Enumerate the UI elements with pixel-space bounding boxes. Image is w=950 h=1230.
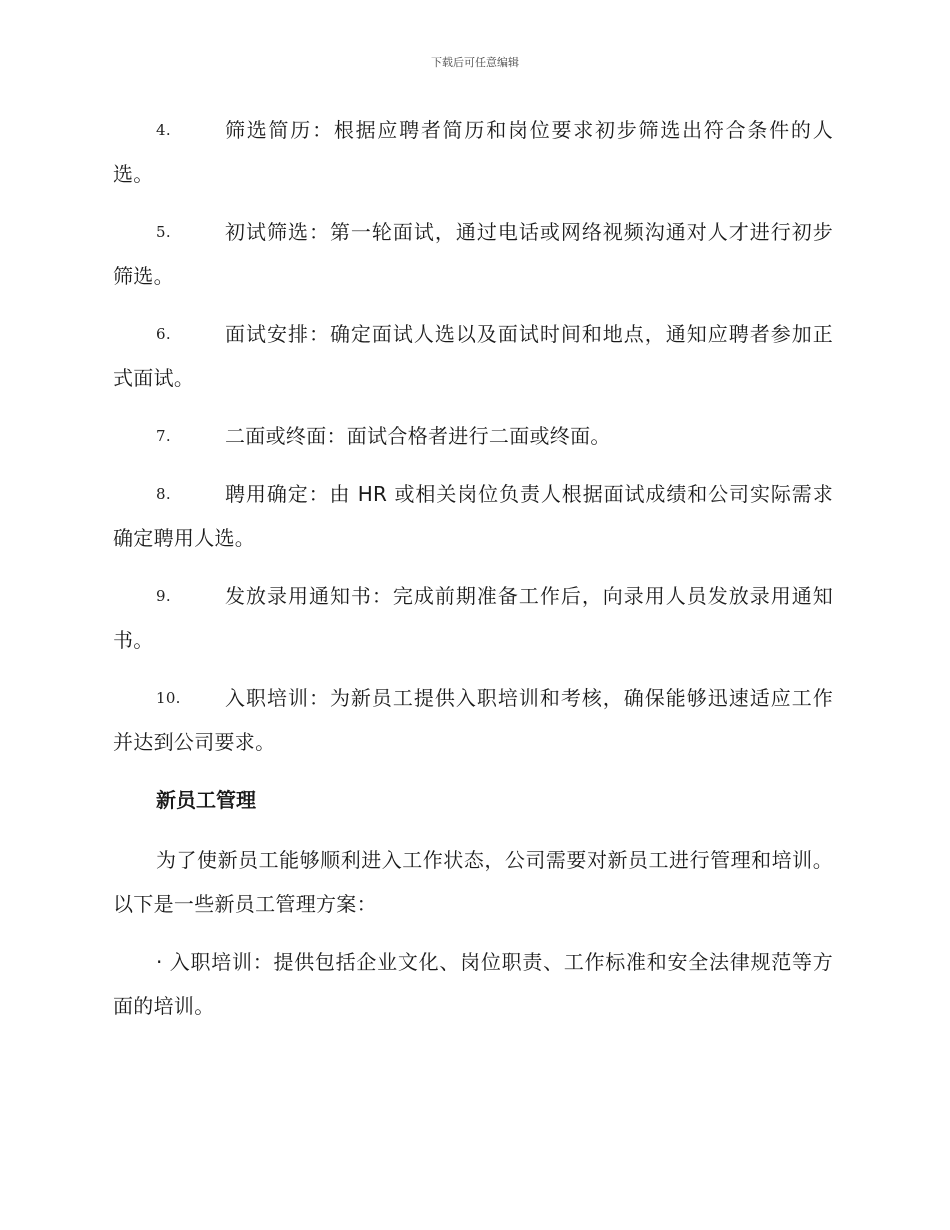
list-item-number: 10. xyxy=(156,689,181,707)
list-item xyxy=(113,414,833,458)
list-item-text: 面试安排：确定面试人选以及面试时间和地点，通知应聘者参加正式面试。 xyxy=(113,322,833,390)
list-item xyxy=(113,574,833,662)
page-header: 下载后可任意编辑 xyxy=(431,56,519,69)
bullet-item: · 入职培训：提供包括企业文化、岗位职责、工作标准和安全法律规范等方面的培训。 xyxy=(113,950,833,1018)
list-item-number: 9. xyxy=(156,587,171,605)
list-item-number: 5. xyxy=(156,223,171,241)
list-item xyxy=(113,312,833,400)
list-item-number: 7. xyxy=(156,427,171,445)
list-item-number: 4. xyxy=(156,121,171,139)
list-item-text: 聘用确定：由 HR 或相关岗位负责人根据面试成绩和公司实际需求确定聘用人选。 xyxy=(113,482,833,550)
list-item-text: 发放录用通知书：完成前期准备工作后，向录用人员发放录用通知书。 xyxy=(113,584,833,652)
section-heading: 新员工管理 xyxy=(156,788,256,812)
list-item-number: 8. xyxy=(156,485,171,503)
list-item-number: 6. xyxy=(156,325,171,343)
list-item xyxy=(113,676,833,764)
document-body xyxy=(113,108,833,1042)
list-item xyxy=(113,108,833,196)
section-intro: 为了使新员工能够顺利进入工作状态，公司需要对新员工进行管理和培训。以下是一些新员工管理方案： xyxy=(113,848,833,916)
list-item xyxy=(113,472,833,560)
list-item-text: 筛选简历：根据应聘者简历和岗位要求初步筛选出符合条件的人选。 xyxy=(113,118,833,186)
list-item xyxy=(113,210,833,298)
list-item-text: 入职培训：为新员工提供入职培训和考核，确保能够迅速适应工作并达到公司要求。 xyxy=(113,686,833,754)
list-item-text: 二面或终面：面试合格者进行二面或终面。 xyxy=(225,424,611,448)
list-item-text: 初试筛选：第一轮面试，通过电话或网络视频沟通对人才进行初步筛选。 xyxy=(113,220,833,288)
